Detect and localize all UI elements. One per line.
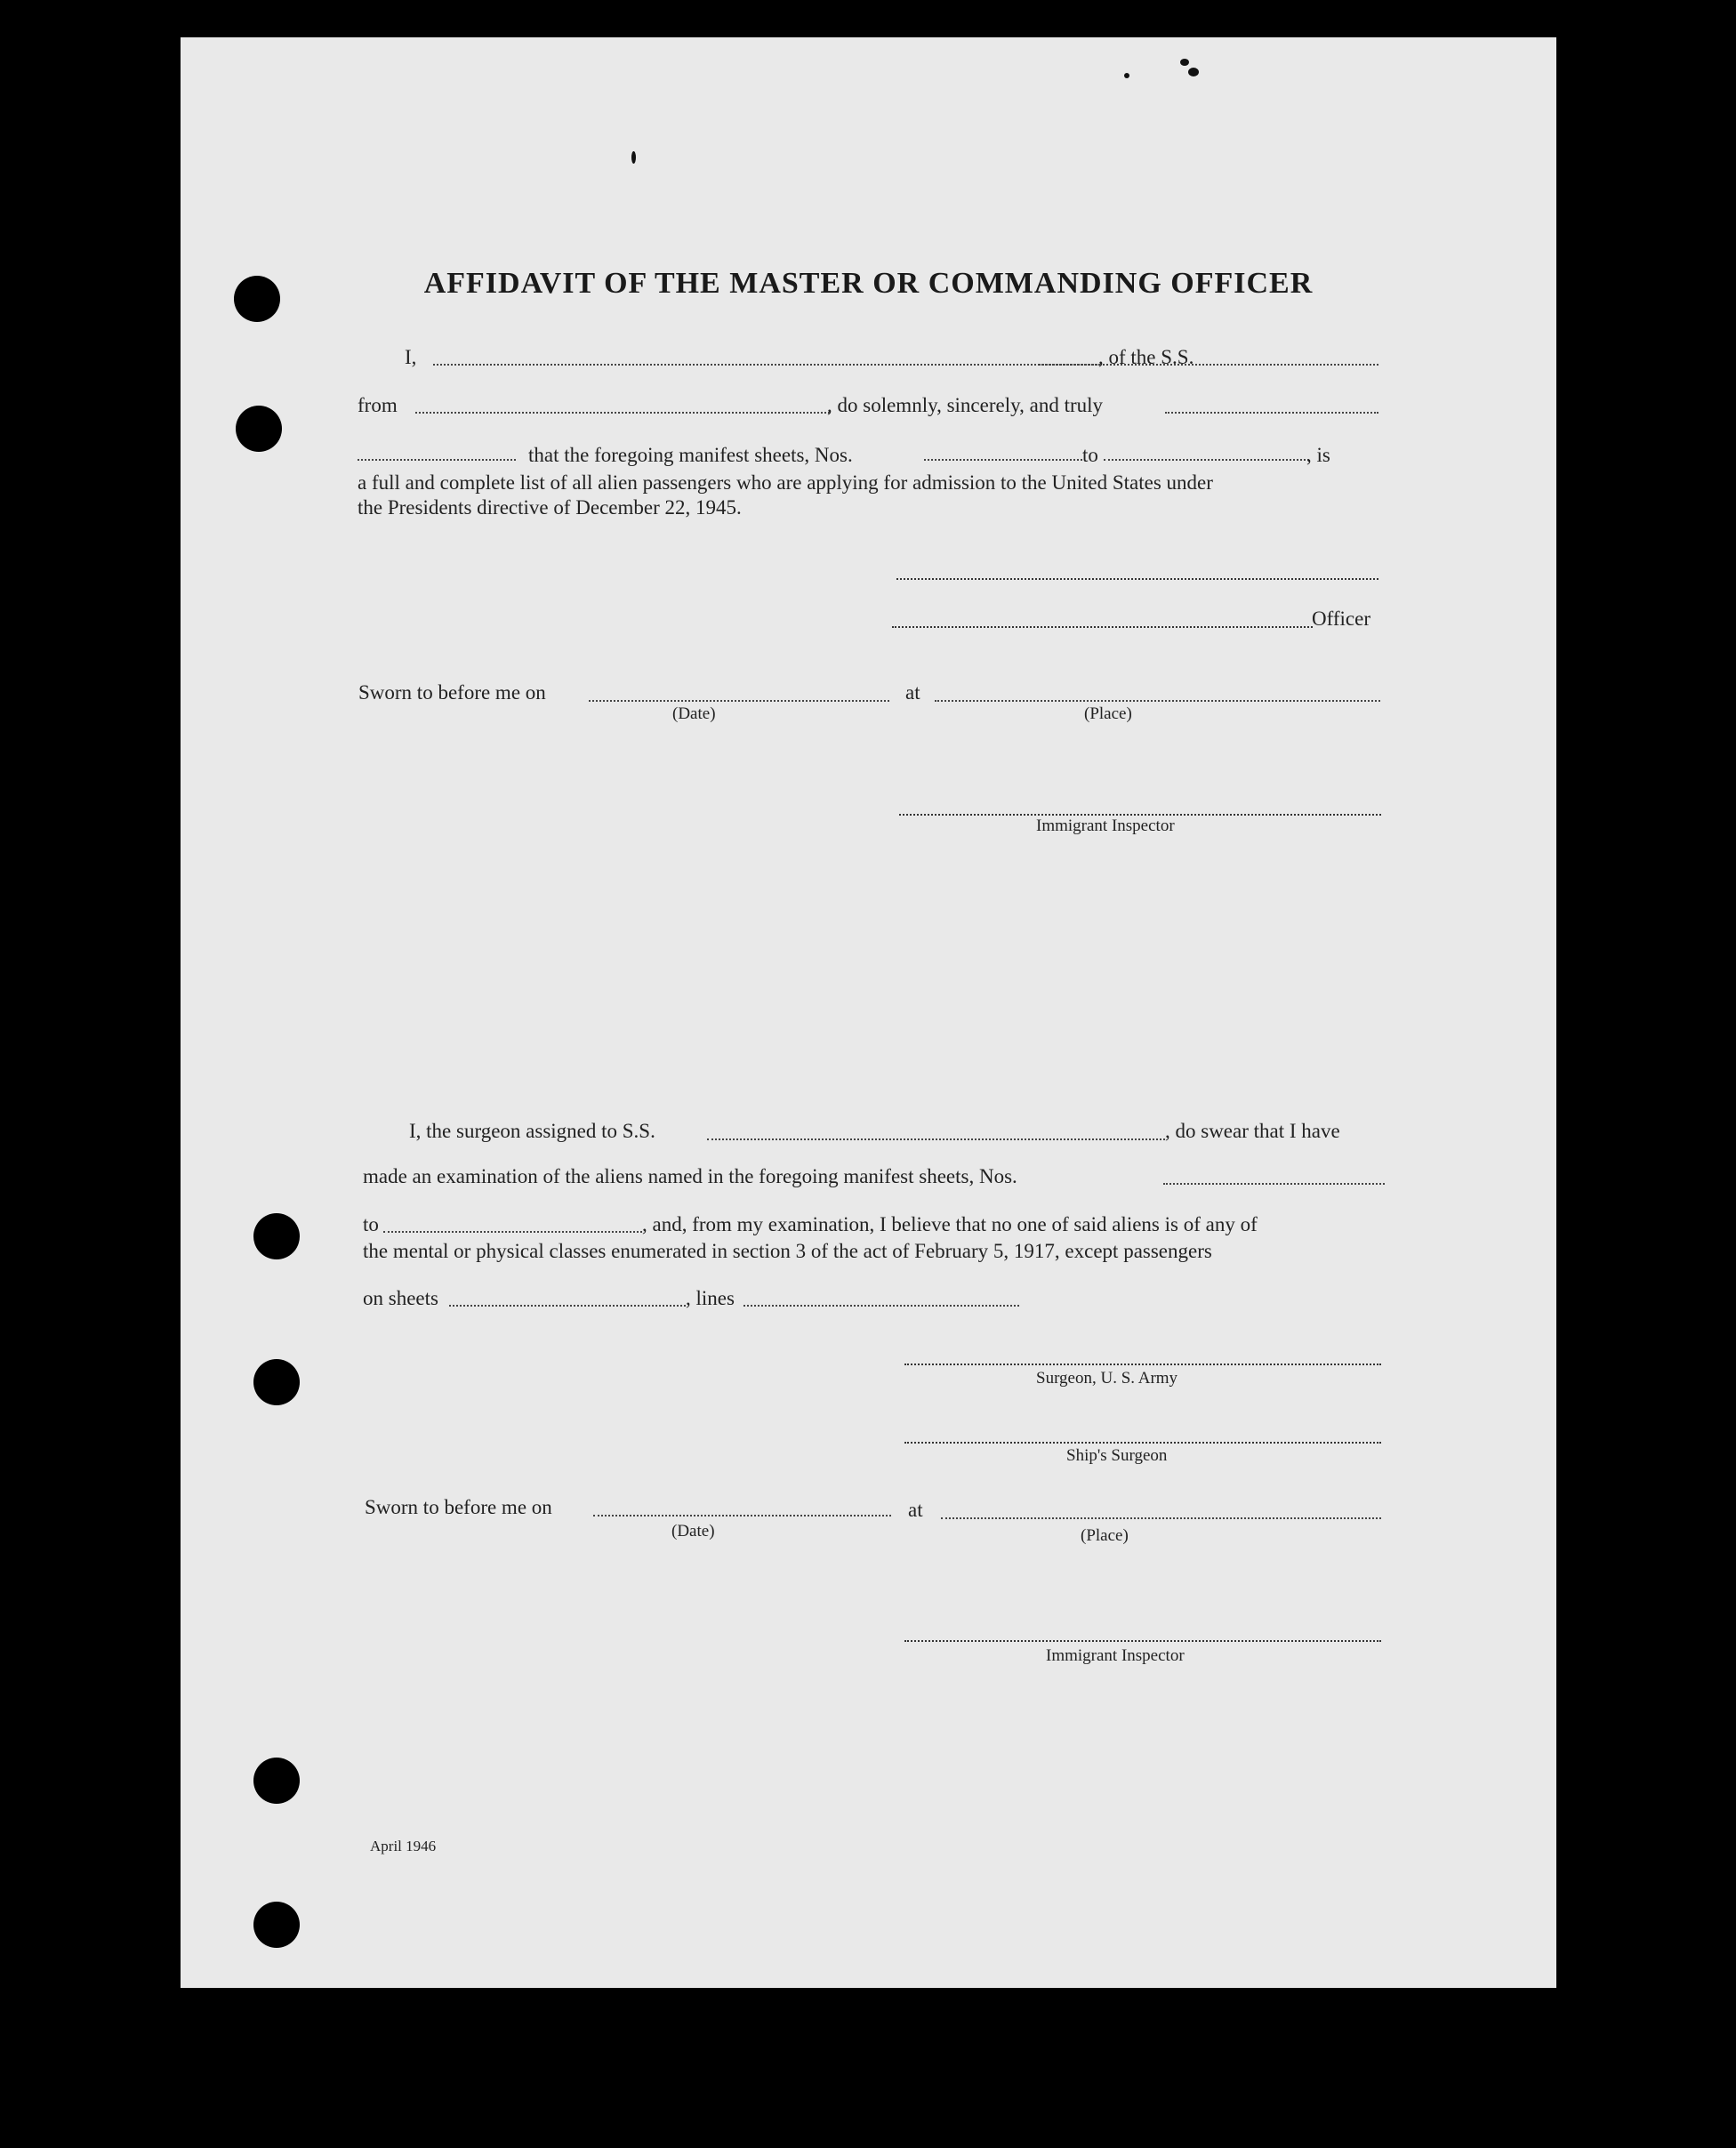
port-from-field[interactable] [415,412,830,414]
surgeon-sworn-label: Sworn to before me on [365,1496,552,1518]
surgeon-line5-mid: , lines [686,1287,735,1309]
surgeon-line2: made an examination of the aliens named in the foregoing manifest sheets, Nos. [363,1165,1017,1187]
master-line3-end: , is [1306,444,1330,466]
army-surgeon-signature-line[interactable] [904,1364,1381,1365]
master-line3-mid: that the foregoing manifest sheets, Nos. [528,444,853,466]
form-revision-date: April 1946 [370,1838,437,1854]
surgeon-place-caption: (Place) [1081,1526,1129,1545]
master-line5: the Presidents directive of December 22, 1945. [358,496,742,519]
surgeon-date-caption: (Date) [671,1522,715,1541]
ship-surgeon-signature-line[interactable] [904,1442,1381,1444]
master-line2-mid: , do solemnly, sincerely, and truly [827,394,1104,416]
master-sworn-at: at [905,681,920,704]
surgeon-except-lines-field[interactable] [743,1305,1019,1307]
surgeon-sworn-place-field[interactable] [941,1517,1381,1519]
master-line1-start: I, [405,346,417,368]
master-sworn-place-field[interactable] [935,700,1380,702]
surgeon-line3-end: , and, from my examination, I believe that no one of said aliens is of any of [642,1213,1258,1235]
punch-hole [253,1359,300,1405]
sheets-to-field[interactable] [1104,459,1309,461]
officer-label: Officer [1312,607,1370,630]
surgeon-sheets-from-field[interactable] [1163,1183,1385,1185]
army-surgeon-label: Surgeon, U. S. Army [1036,1369,1178,1388]
master-line1-mid: , of the S.S. [1098,346,1194,368]
master-line2-start: from [358,394,398,416]
master-place-caption: (Place) [1084,704,1132,723]
surgeon-inspector-line[interactable] [904,1640,1381,1642]
ship-surgeon-label: Ship's Surgeon [1066,1446,1168,1465]
surgeon-line1-end: , do swear that I have [1165,1120,1340,1142]
form-page [181,37,1556,1988]
speck [1180,59,1189,66]
master-sworn-label: Sworn to before me on [358,681,546,704]
surgeon-except-sheets-field[interactable] [449,1305,686,1307]
surgeon-sworn-date-field[interactable] [593,1515,891,1516]
punch-hole [253,1758,300,1804]
officer-signature-line[interactable] [896,578,1378,580]
master-inspector-line[interactable] [899,814,1381,816]
master-name-field[interactable] [433,364,1100,366]
master-line4: a full and complete list of all alien passengers who are applying for admission to the United States under [358,471,1213,494]
officer-title-line[interactable] [892,626,1313,628]
surgeon-line4: the mental or physical classes enumerated in section 3 of the act of February 5, 1917, except passengers [363,1240,1212,1262]
master-line3-to: to [1082,444,1098,466]
master-sworn-date-field[interactable] [589,700,889,702]
speck [1124,73,1129,78]
surgeon-line3-start: to [363,1213,379,1235]
sheets-from-field[interactable] [924,459,1082,461]
master-inspector-label: Immigrant Inspector [1036,817,1175,835]
speck [1188,68,1199,76]
swear-field[interactable] [358,459,516,461]
punch-hole [253,1902,300,1948]
surgeon-inspector-label: Immigrant Inspector [1046,1646,1185,1665]
surgeon-sworn-at: at [908,1499,923,1521]
surgeon-sheets-to-field[interactable] [383,1231,642,1233]
form-title: AFFIDAVIT OF THE MASTER OR COMMANDING OFFICER [423,267,1314,300]
punch-hole [253,1213,300,1259]
surgeon-ship-field[interactable] [707,1138,1165,1140]
ship-name-field[interactable] [1039,364,1378,366]
oath-field[interactable] [1165,412,1378,414]
master-date-caption: (Date) [672,704,716,723]
speck [631,151,636,164]
surgeon-line1-start: I, the surgeon assigned to S.S. [409,1120,655,1142]
surgeon-line5-start: on sheets [363,1287,438,1309]
punch-hole [236,406,282,452]
